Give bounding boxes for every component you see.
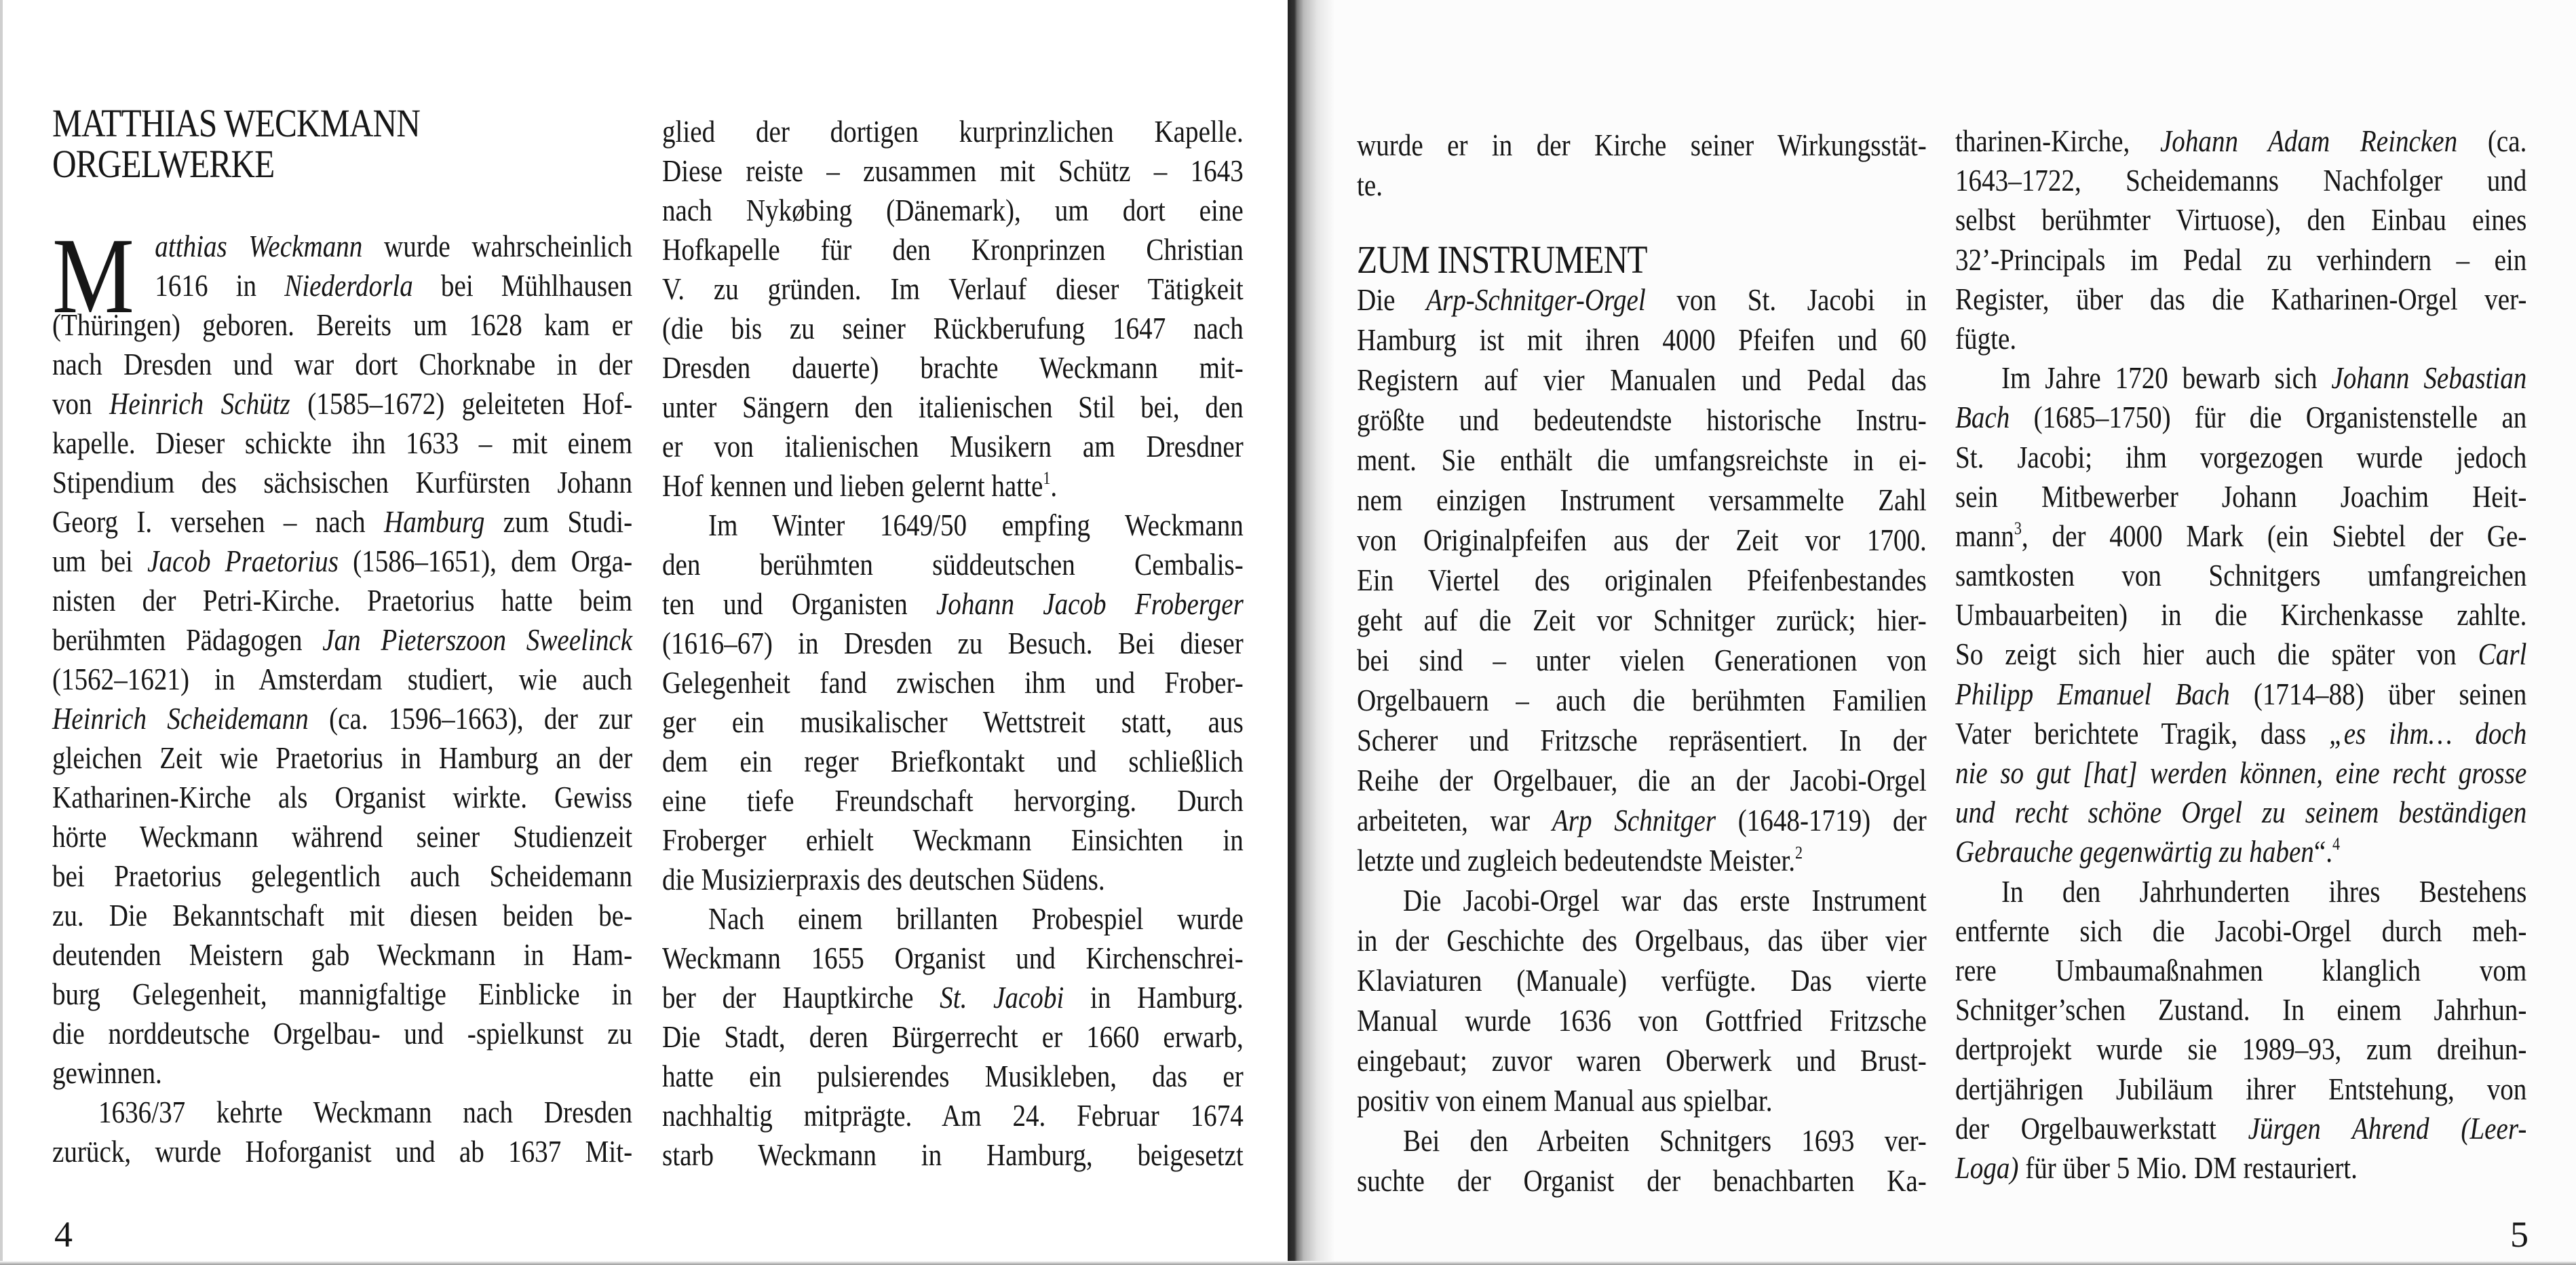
text-run: Orgelbauern – auch die berühmten Familien [1357,683,1927,717]
text-run: , der 4000 Mark (ein Siebtel der Ge- [2021,518,2527,553]
text-line [662,584,1244,624]
text-line [662,427,1244,466]
italic-text: Heinrich Scheidemann [52,701,309,736]
text-line [52,1014,632,1053]
text-run: ber der Hauptkirche [662,980,940,1015]
text-run: . [1050,468,1058,503]
text-run: 32’-Principals im Pedal zu verhindern – ein [1955,242,2527,277]
text-run: Im Jahre 1720 bewarb sich [2001,360,2332,396]
text-run: Die [1357,282,1427,317]
text-run: (ca. 1596–1663), der zur [308,701,633,736]
text-line [662,1017,1244,1057]
italic-text: Heinrich Schütz [109,386,290,421]
text-line [662,820,1244,860]
italic-text: Loga) [1955,1150,2019,1185]
text-run: (1585–1672) geleiteten Hof- [290,386,633,421]
section-heading [52,103,632,185]
left-column-1 [52,103,632,1171]
text-run: gewinnen. [52,1055,162,1090]
text-line [662,742,1244,781]
text-line [1955,1148,2526,1188]
text-run: entfernte sich die Jacobi-Orgel durch meh- [1955,913,2527,948]
text-line [1357,1080,1927,1120]
text-line [1357,600,1927,640]
text-run: nach Nykøbing (Dänemark), um dort eine [662,193,1244,227]
text-line [1357,1160,1927,1201]
text-line [1357,800,1927,840]
text-run: Manual wurde 1636 von Gottfried Fritzsche [1357,1003,1927,1038]
text-run: zu. Die Bekanntschaft mit diesen beiden be- [52,898,633,932]
text-line [52,502,632,542]
footnote-marker: 2 [1795,843,1803,863]
text-line [1357,960,1927,1000]
footnote-marker: 1 [1043,468,1051,488]
text-line [662,151,1244,191]
text-line [1357,320,1927,360]
paragraph [52,1093,632,1171]
text-line [1955,990,2526,1030]
left-column-2 [662,112,1244,1175]
text-line [1357,1000,1927,1040]
heading-line: MATTHIAS WECKMANN [52,101,421,145]
text-line [662,702,1244,742]
text-line [662,112,1244,151]
text-line [1357,280,1927,320]
text-run: Schnitger’schen Zustand. In einem Jahrhun- [1955,992,2527,1027]
text-line [1955,753,2526,793]
page-number-right: 5 [2510,1214,2529,1255]
text-run: Hamburg ist mit ihren 4000 Pfeifen und 60 [1357,322,1927,357]
text-line [52,423,632,463]
text-line [1955,438,2526,477]
text-run: sein Mitbewerber Johann Joachim Heit- [1955,478,2527,514]
text-line [1955,516,2526,556]
text-line [662,348,1244,388]
text-run: hörte Weckmann während seiner Studienzeit [52,819,633,854]
text-run: Register, über das die Katharinen-Orgel ver- [1955,281,2527,316]
text-line [662,388,1244,427]
text-line [1955,477,2526,516]
text-run: geht auf die Zeit vor Schnitger zurück; hier- [1357,603,1927,637]
italic-text: Philipp Emanuel Bach [1955,676,2230,711]
text-run: tharinen-Kirche, [1955,124,2160,158]
italic-text: Johann Jacob Froberger [936,586,1244,621]
footnote-marker: 4 [2332,834,2341,854]
text-run: Im Winter 1649/50 empfing Weckmann [708,508,1244,542]
text-run: die norddeutsche Orgelbau- und -spielkunst zu [52,1016,633,1051]
text-run: Hof kennen und lieben gelernt hatte [662,468,1043,503]
text-run: eingebaut; zuvor waren Oberwerk und Brust- [1357,1043,1927,1078]
text-line [1357,920,1927,960]
italic-text: Johann Adam Reincken [2159,124,2458,158]
text-run: von [52,386,110,421]
paragraph [662,506,1244,899]
text-run: (Thüringen) geboren. Bereits um 1628 kam er [52,307,633,342]
text-run: dem ein reger Briefkontakt und schließlich [662,744,1244,778]
text-line [662,860,1244,899]
text-run: zum Studi- [484,504,633,539]
footnote-marker: 3 [2014,518,2022,538]
text-run: (1648-1719) der [1716,803,1927,837]
text-run: nisten der Petri-Kirche. Praetorius hatte beim [52,583,633,618]
text-run: um bei [52,544,148,578]
text-line [1357,480,1927,520]
text-line [52,738,632,778]
page-number-left: 4 [54,1214,73,1255]
italic-text: Jürgen Ahrend (Leer- [2248,1110,2527,1146]
text-run: Dresden dauerte) brachte Weckmann mit- [662,350,1244,385]
text-line [1357,520,1927,560]
text-run: nem einzigen Instrument versammelte Zahl [1357,483,1927,517]
section-heading [1357,240,1927,280]
right-column-1 [1357,125,1927,1201]
italic-text: Niederdorla [284,268,413,303]
text-line [1955,714,2526,753]
text-line [1955,595,2526,635]
italic-text: Jacob Praetorius [147,544,339,578]
text-run: Umbauarbeiten) in die Kirchenkasse zahlte. [1955,597,2527,632]
text-line [1955,1030,2526,1069]
text-line [52,856,632,896]
text-line [662,545,1244,584]
text-run: Reihe der Orgelbauer, die an der Jacobi-Orgel [1357,763,1927,797]
text-run: für über 5 Mio. DM restauriert. [2018,1150,2358,1185]
text-run: von St. Jacobi in [1645,282,1927,317]
paragraph [1357,1120,1927,1201]
text-run: in Hamburg. [1064,980,1244,1015]
text-run: nach Dresden und war dort Chorknabe in der [52,347,633,381]
text-run: bei Praetorius gelegentlich auch Scheidemann [52,858,633,893]
text-line [1955,200,2526,240]
paragraph [1357,125,1927,205]
text-line [1955,556,2526,595]
text-line [1357,1120,1927,1160]
heading-line: ZUM INSTRUMENT [1357,238,1647,282]
text-line [1955,161,2526,200]
text-line [662,978,1244,1017]
text-line [1955,240,2526,280]
text-run: berühmten Pädagogen [52,622,323,657]
text-line [52,463,632,502]
text-run: Stipendium des sächsischen Kurfürsten Johann [52,465,633,499]
text-run: Bei den Arbeiten Schnitgers 1693 ver- [1403,1123,1927,1158]
italic-text: „es ihm… doch [2329,715,2527,751]
text-line [662,1057,1244,1096]
text-run: glied der dortigen kurprinzlichen Kapelle. [662,114,1244,149]
paragraph [1357,880,1927,1120]
text-line [1955,675,2526,714]
text-line [52,266,632,305]
text-run: “. [2313,834,2332,869]
text-run: nachhaltig mitprägte. Am 24. Februar 1674 [662,1098,1244,1133]
text-run: Gelegenheit fand zwischen ihm und Frober- [662,665,1244,700]
text-run: dertprojekt wurde sie 1989–93, zum dreihun- [1955,1032,2527,1067]
text-run: mann [1955,518,2014,553]
paragraph [1357,280,1927,880]
text-run: der Orgelbauwerkstatt [1955,1110,2248,1146]
text-run: V. zu gründen. Im Verlauf dieser Tätigkeit [662,271,1244,306]
text-line [662,1135,1244,1175]
text-line [1955,319,2526,358]
text-line [662,624,1244,663]
right-column-2 [1955,121,2526,1188]
text-line [1955,121,2526,161]
text-line [52,345,632,384]
text-run: selbst berühmter Virtuose), den Einbau eines [1955,202,2527,238]
text-run: burg Gelegenheit, mannigfaltige Einblicke in [52,977,633,1011]
text-line [52,1093,632,1132]
paragraph [662,899,1244,1175]
text-run: (1685–1750) für die Organistenstelle an [2010,400,2527,435]
text-run: bei Mühlhausen [412,268,633,303]
text-line [1955,398,2526,437]
page-bottom-edge [0,1261,2576,1265]
text-run: Ein Viertel des originalen Pfeifenbestandes [1357,563,1927,597]
text-line [52,896,632,935]
text-line [1955,951,2526,990]
text-line [1357,1040,1927,1080]
book-gutter [1288,0,1335,1265]
italic-text: Carl [2478,637,2527,672]
italic-text: Johann Sebastian [2331,360,2527,396]
text-run: (1562–1621) in Amsterdam studiert, wie auch [52,662,633,696]
text-run: So zeigt sich hier auch die später von [1955,637,2478,672]
italic-text: Arp Schnitger [1552,803,1716,837]
text-run: 1643–1722, Scheidemanns Nachfolger und [1955,163,2527,198]
text-run: Die Jacobi-Orgel war das erste Instrument [1403,883,1927,918]
text-run: den berühmten süddeutschen Cembalis- [662,547,1244,582]
text-run: von Originalpfeifen aus der Zeit vor 1700. [1357,523,1927,557]
italic-text: Arp-Schnitger-Orgel [1426,282,1646,317]
text-line [1357,125,1927,165]
text-line [662,899,1244,939]
text-run: hatte ein pulsierendes Musikleben, das er [662,1059,1244,1093]
text-run: Weckmann 1655 Organist und Kirchenschrei- [662,941,1244,975]
text-run: bei sind – unter vielen Generationen von [1357,643,1927,677]
text-run: 1616 in [155,268,285,303]
text-run: 1636/37 kehrte Weckmann nach Dresden [98,1095,633,1129]
text-line [662,663,1244,702]
text-line [662,506,1244,545]
text-run: (1714–88) über seinen [2229,676,2527,711]
text-line [1955,872,2526,911]
text-run: Nach einem brillanten Probespiel wurde [708,901,1244,936]
text-line [662,939,1244,978]
text-line [662,309,1244,348]
text-run: dertjährigen Jubiläum ihrer Entstehung, von [1955,1071,2527,1106]
text-run: Froberger erhielt Weckmann Einsichten in [662,823,1244,857]
text-line [1357,640,1927,680]
paragraph [662,112,1244,506]
text-run: gleichen Zeit wie Praetorius in Hamburg an der [52,740,633,775]
text-line [1955,635,2526,674]
paragraph [52,215,633,1093]
text-line [662,191,1244,230]
text-line [1357,440,1927,480]
text-run: fügte. [1955,320,2017,356]
text-run: ten und Organisten [662,586,936,621]
text-line [662,269,1244,309]
text-run: wurde er in der Kirche seiner Wirkungsstät- [1357,128,1927,162]
paragraph [1955,121,2526,358]
text-run: Scherer und Fritzsche repräsentiert. In der [1357,723,1927,757]
italic-text: nie so gut [hat] werden können, eine recht grosse [1955,755,2527,790]
text-line [52,1053,632,1093]
text-line [1955,1109,2526,1148]
text-run: (ca. [2457,124,2527,158]
text-line [52,817,632,856]
drop-cap: M [52,215,134,336]
text-run: (1616–67) in Dresden zu Besuch. Bei dieser [662,626,1244,660]
text-line [52,384,632,423]
text-line [52,620,632,660]
text-line [1955,793,2526,832]
text-run: rere Umbaumaßnahmen klanglich vom [1955,952,2527,987]
text-run: kapelle. Dieser schickte ihn 1633 – mit einem [52,426,633,460]
text-run: Hofkapelle für den Kronprinzen Christian [662,232,1244,267]
text-run: Vater berichtete Tragik, dass [1955,715,2330,751]
text-run: positiv von einem Manual aus spielbar. [1357,1083,1773,1118]
text-run: (die bis zu seiner Rückberufung 1647 nach [662,311,1244,345]
text-line [1955,832,2526,871]
text-run: in der Geschichte des Orgelbaus, das über vier [1357,923,1927,958]
text-run: deutenden Meistern gab Weckmann in Ham- [52,937,633,972]
text-run: zurück, wurde Hoforganist und ab 1637 Mit- [52,1134,633,1169]
text-run: eine tiefe Freundschaft hervorging. Durch [662,783,1244,818]
text-run: suchte der Organist der benachbarten Ka- [1357,1163,1927,1198]
heading-line: ORGELWERKE [52,142,275,186]
italic-text: St. Jacobi [940,980,1064,1015]
text-line [1357,720,1927,760]
text-run: starb Weckmann in Hamburg, beigesetzt [662,1137,1244,1172]
text-run: te. [1357,168,1383,202]
text-line [52,542,632,581]
text-run: arbeiteten, war [1357,803,1552,837]
text-run: (1586–1651), dem Orga- [338,544,633,578]
italic-text: Gebrauche gegenwärtig zu haben [1955,834,2314,869]
text-line [1357,760,1927,800]
text-line [52,581,632,620]
text-line [52,1132,632,1171]
text-run: wurde wahrscheinlich [362,229,633,263]
text-line [52,778,632,817]
italic-text: Hamburg [383,504,485,539]
text-run: Die Stadt, deren Bürgerrecht er 1660 erwarb, [662,1019,1244,1054]
text-run: In den Jahrhunderten ihres Bestehens [2001,873,2527,909]
text-run: ger ein musikalischer Wettstreit statt, aus [662,704,1244,739]
text-line [52,227,632,266]
text-line [1357,400,1927,440]
text-run: samtkosten von Schnitgers umfangreichen [1955,558,2527,593]
text-line [662,1096,1244,1135]
text-run: größte und bedeutendste historische Instru- [1357,402,1927,437]
text-run: die Musizierpraxis des deutschen Südens. [662,862,1105,896]
paragraph [1955,872,2526,1188]
text-line [1955,911,2526,951]
text-run: unter Sängern den italienischen Stil bei, den [662,390,1244,424]
text-line [52,305,632,345]
text-line [1357,560,1927,600]
text-line [1357,880,1927,920]
text-run: St. Jacobi; ihm vorgezogen wurde jedoch [1955,439,2527,474]
text-line [662,781,1244,820]
italic-text: Bach [1955,400,2010,435]
text-line [662,230,1244,269]
text-line [662,466,1244,506]
text-line [1357,680,1927,720]
italic-text: und recht schöne Orgel zu seinem beständigen [1955,795,2527,830]
text-line [1357,360,1927,400]
text-run: Georg I. versehen – nach [52,504,384,539]
text-line [1955,358,2526,398]
italic-text: Jan Pieterszoon Sweelinck [322,622,633,657]
text-line [1357,165,1927,205]
text-line [1955,280,2526,319]
text-run: Registern auf vier Manualen und Pedal das [1357,362,1927,397]
text-run: ment. Sie enthält die umfangsreichste in ei- [1357,442,1927,477]
text-line [52,975,632,1014]
text-run: Katharinen-Kirche als Organist wirkte. Gewiss [52,780,633,814]
text-line [1357,840,1927,880]
text-run: letzte und zugleich bedeutendste Meister. [1357,843,1796,877]
text-line [1955,1070,2526,1109]
text-run: Diese reiste – zusammen mit Schütz – 1643 [662,153,1244,188]
text-run: Klaviaturen (Manuale) verfügte. Das vierte [1357,963,1927,998]
text-line [52,935,632,975]
text-line [52,660,632,699]
text-line [52,699,632,738]
paragraph [1955,358,2526,871]
text-run: er von italienischen Musikern am Dresdner [662,429,1244,464]
italic-text: atthias Weckmann [155,229,363,263]
